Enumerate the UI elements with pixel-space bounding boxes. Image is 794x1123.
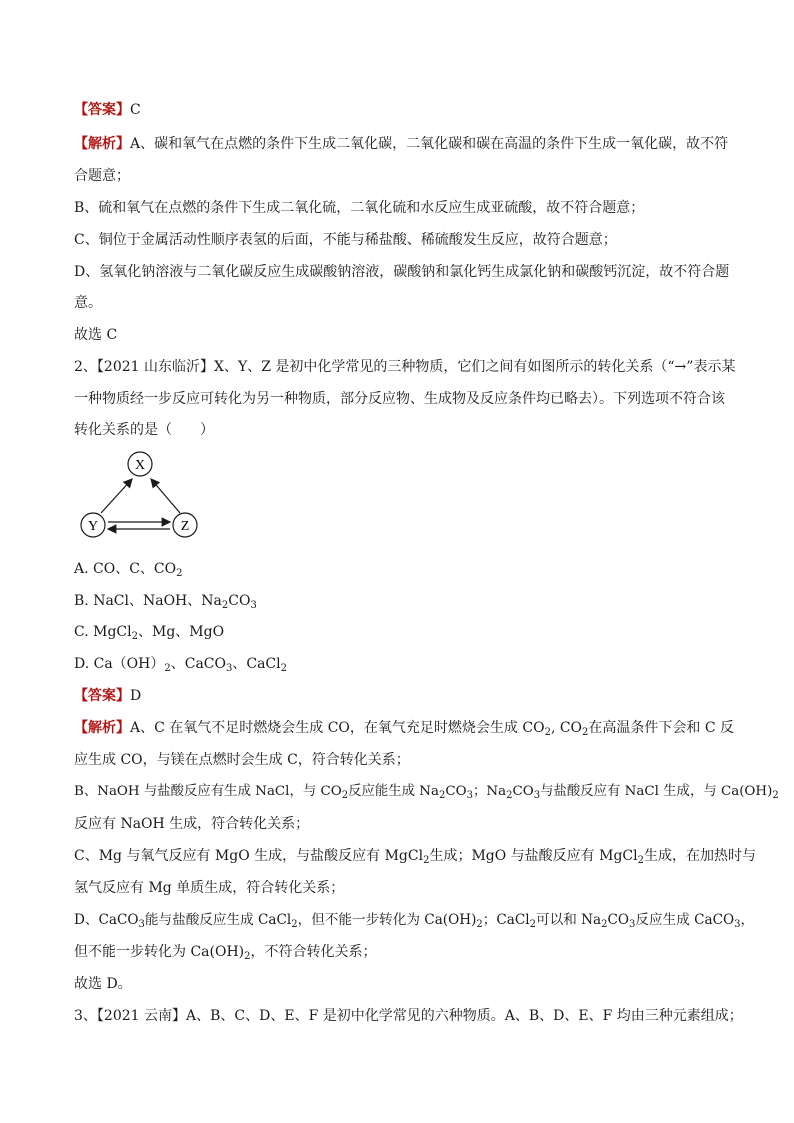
analysis-text: ，但不能一步转化为 Ca(OH): [297, 912, 477, 928]
q2-stem-line-2: 一种物质经一步反应可转化为另一种物质，部分反应物、生成物及反应条件均已略去）。下列选项不符合该: [74, 391, 725, 407]
q1-analysis-line-5: D、氢氧化钠溶液与二氧化碳反应生成碳酸钠溶液，碳酸钠和氯化钙生成氯化钠和碳酸钙沉淀，故不符合题: [74, 264, 730, 280]
q1-conclusion: 故选 C: [74, 327, 118, 343]
question-source: 【2021 山东临沂】: [96, 359, 215, 375]
analysis-text: , CO: [550, 720, 583, 736]
subscript: 3: [734, 919, 741, 930]
analysis-tag: 【解析】: [74, 136, 130, 152]
analysis-text: CO: [607, 912, 630, 928]
analysis-text: 生成，在加热时与: [644, 848, 756, 864]
analysis-text: 但不能一步转化为 Ca(OH): [74, 944, 245, 960]
node-y-label: Y: [87, 519, 99, 534]
subscript: 2: [291, 919, 298, 930]
q2-stem-line-1: [74, 357, 736, 377]
question-stem: X、Y、Z 是初中化学常见的三种物质，它们之间有如图所示的转化关系（“→”表示某: [214, 359, 736, 375]
subscript: 2: [582, 727, 589, 738]
option-d[interactable]: [74, 654, 724, 674]
question-number: 3、: [74, 1008, 97, 1024]
subscript: 2: [529, 919, 537, 930]
option-c[interactable]: [74, 622, 724, 642]
analysis-text: 反应生成 CaCO: [635, 912, 735, 928]
analysis-text: 在高温条件下会和 C 反: [588, 720, 735, 736]
node-x-label: X: [134, 458, 146, 473]
analysis-text: 生成；MgO 与盐酸反应有 MgCl: [429, 848, 638, 864]
analysis-text: ，: [740, 912, 755, 928]
analysis-text: 可以和 Na: [536, 912, 602, 928]
q1-analysis-line-3: B、硫和氧气在点燃的条件下生成二氧化硫，二氧化硫和水反应生成亚硫酸，故不符合题意；: [74, 200, 645, 216]
subscript: 2: [439, 790, 446, 801]
q1-analysis-line-2: 合题意；: [74, 168, 130, 184]
q2-analysis-d-1: [74, 910, 755, 930]
analysis-text: ；Na: [473, 784, 507, 799]
subscript: 3: [138, 919, 145, 930]
option-d-text: D. Ca（OH）: [74, 656, 165, 672]
option-d-text: 、CaCO: [170, 656, 226, 672]
subscript: 2: [280, 663, 287, 674]
analysis-text: D、CaCO: [74, 912, 139, 928]
answer-value: D: [130, 688, 142, 704]
arrow-y-to-x: [101, 479, 132, 513]
analysis-text: CO: [445, 784, 467, 799]
analysis-text: 能与盐酸反应生成 CaCl: [144, 912, 292, 928]
option-b-text: CO: [228, 593, 251, 609]
answer-tag: 【答案】: [74, 688, 130, 704]
analysis-text: A、碳和氧气在点燃的条件下生成二氧化碳，二氧化碳和碳在高温的条件下生成一氧化碳，故不符: [130, 136, 729, 152]
option-c-text: C. MgCl: [74, 624, 132, 640]
question-source: 【2021 云南】: [96, 1008, 187, 1024]
analysis-tag: 【解析】: [74, 720, 130, 736]
analysis-text: ；CaCl: [482, 912, 530, 928]
q2-answer-line: [74, 686, 724, 706]
analysis-text: B、NaOH 与盐酸反应有生成 NaCl，与 CO: [74, 784, 342, 799]
analysis-text: C、Mg 与氧气反应有 MgO 生成，与盐酸反应有 MgCl: [74, 848, 424, 864]
conversion-diagram: [74, 448, 214, 548]
analysis-text: CO: [512, 784, 534, 799]
option-d-text: 、CaCl: [232, 656, 281, 672]
subscript: 2: [244, 951, 251, 962]
analysis-text: 与盐酸反应有 NaCl 生成，与 Ca(OH): [540, 784, 773, 799]
subscript: 2: [544, 727, 551, 738]
subscript: 3: [629, 919, 636, 930]
subscript: 2: [341, 790, 349, 801]
subscript: 3: [250, 600, 257, 611]
subscript: 3: [533, 790, 541, 801]
q2-analysis-c-2: 氢气反应有 Mg 单质生成，符合转化关系；: [74, 880, 345, 896]
option-b[interactable]: [74, 591, 724, 611]
option-a-text: A. CO、C、CO: [74, 561, 177, 577]
analysis-text: A、C 在氧气不足时燃烧会生成 CO，在氧气充足时燃烧会生成 CO: [130, 720, 545, 736]
analysis-text: 反应能生成 Na: [348, 784, 440, 799]
q2-analysis-c-1: [74, 846, 756, 866]
subscript: 2: [176, 568, 183, 579]
subscript: 2: [772, 790, 779, 801]
subscript: 3: [466, 790, 473, 801]
q1-answer-line: [74, 100, 724, 120]
q2-analysis-b-1: [74, 782, 779, 802]
answer-tag: 【答案】: [74, 102, 130, 118]
analysis-text: ，不符合转化关系；: [250, 944, 377, 960]
q1-analysis-line-1: [74, 134, 729, 154]
node-z-label: Z: [180, 519, 190, 534]
q2-analysis-b-2: 反应有 NaOH 生成，符合转化关系；: [74, 816, 310, 832]
subscript: 2: [131, 631, 138, 642]
subscript: 2: [637, 855, 644, 866]
q3-stem-line-1: [74, 1006, 743, 1026]
subscript: 2: [221, 600, 229, 611]
answer-value: C: [130, 102, 141, 118]
subscript: 2: [164, 663, 171, 674]
q2-analysis-a-2: 应生成 CO，与镁在点燃时会生成 C，符合转化关系；: [74, 752, 410, 768]
subscript: 3: [226, 663, 233, 674]
q2-stem-line-3: 转化关系的是（ ）: [74, 422, 214, 438]
subscript: 2: [506, 790, 513, 801]
subscript: 2: [423, 855, 430, 866]
q2-conclusion: 故选 D。: [74, 976, 132, 992]
option-a[interactable]: [74, 559, 724, 579]
q1-analysis-line-6: 意。: [74, 295, 102, 311]
option-b-text: B. NaCl、NaOH、Na: [74, 593, 222, 609]
subscript: 2: [601, 919, 608, 930]
subscript: 2: [476, 919, 483, 930]
question-number: 2、: [74, 359, 97, 375]
q2-analysis-a-1: [74, 718, 735, 738]
q2-analysis-d-2: [74, 942, 724, 962]
q1-analysis-line-4: C、铜位于金属活动性顺序表氢的后面，不能与稀盐酸、稀硫酸发生反应，故符合题意；: [74, 232, 617, 248]
arrow-z-to-x: [151, 479, 180, 513]
option-c-text: 、Mg、MgO: [137, 624, 225, 640]
question-stem: A、B、C、D、E、F 是初中化学常见的六种物质。A、B、D、E、F 均由三种元素组成；: [186, 1008, 743, 1024]
